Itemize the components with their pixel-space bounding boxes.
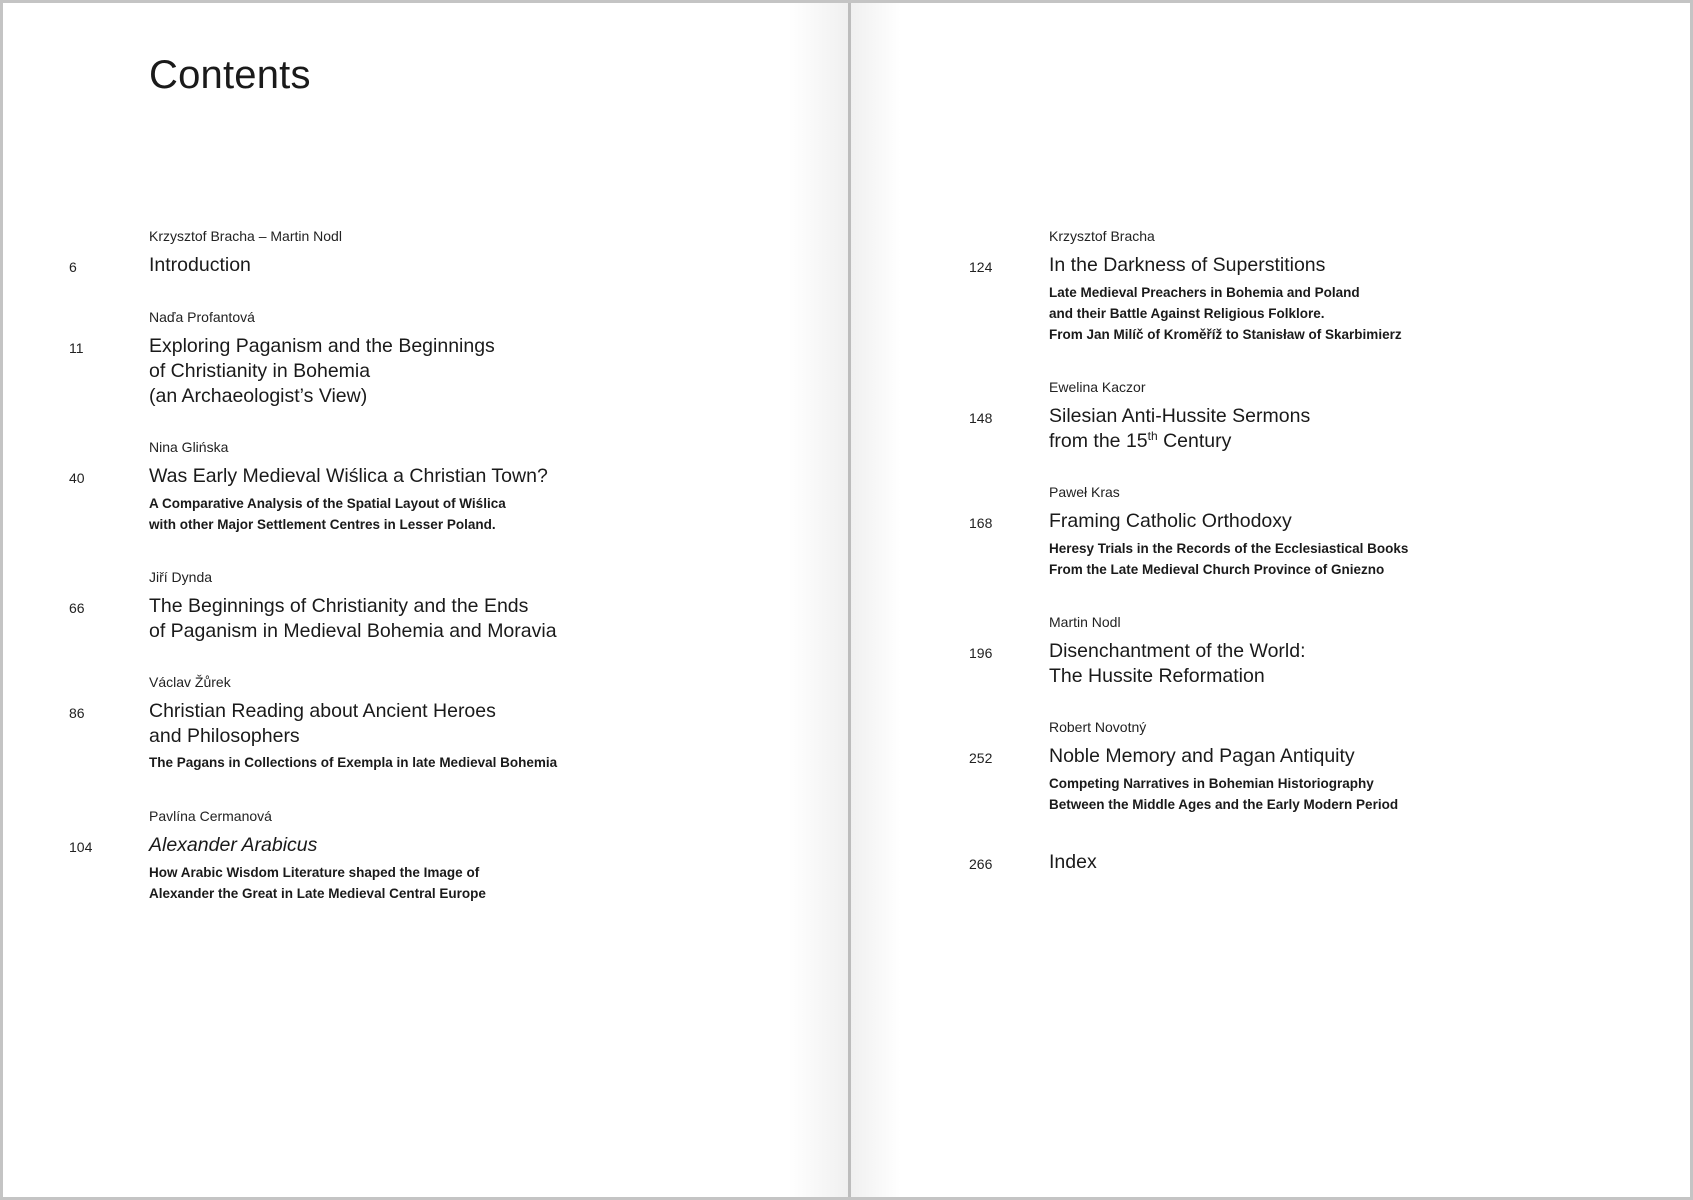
entry-author: Jiří Dynda	[149, 569, 213, 585]
entry-author: Krzysztof Bracha	[1049, 228, 1155, 244]
entry-author: Pavlína Cermanová	[149, 808, 272, 824]
entry-title[interactable]: Introduction	[149, 254, 251, 276]
entry-title[interactable]: Disenchantment of the World: The Hussite Reformation	[1049, 640, 1306, 687]
entry-page-number[interactable]: 168	[969, 515, 993, 531]
entry-page-number[interactable]: 11	[69, 340, 84, 356]
entry-author: Ewelina Kaczor	[1049, 379, 1146, 395]
entry-page-number[interactable]: 6	[69, 259, 77, 275]
entry-subtitle: The Pagans in Collections of Exempla in late Medieval Bohemia	[149, 755, 558, 770]
entry-author: Martin Nodl	[1049, 614, 1121, 630]
right-page	[3, 3, 1690, 1197]
entry-title[interactable]: The Beginnings of Christianity and the Ends of Paganism in Medieval Bohemia and Moravia	[149, 595, 557, 642]
entry-title[interactable]: Noble Memory and Pagan Antiquity	[1049, 745, 1355, 767]
entry-author: Robert Novotný	[1049, 719, 1147, 735]
entry-page-number[interactable]: 124	[969, 259, 993, 275]
entry-page-number[interactable]: 252	[969, 750, 993, 766]
entry-title[interactable]: Silesian Anti-Hussite Sermons from the 15th Century	[1049, 405, 1311, 452]
entry-subtitle: Late Medieval Preachers in Bohemia and Poland and their Battle Against Religious Folklore. From Jan Milíč of Kroměříž to Stanisław of Skarbimierz	[1049, 285, 1402, 342]
entry-title[interactable]: Was Early Medieval Wiślica a Christian Town?	[149, 465, 548, 487]
entry-title[interactable]: Framing Catholic Orthodoxy	[1049, 510, 1292, 532]
entry-author: Nina Glińska	[149, 439, 229, 455]
entry-title[interactable]: In the Darkness of Superstitions	[1049, 254, 1326, 276]
entry-subtitle: A Comparative Analysis of the Spatial Layout of Wiślica with other Major Settlement Centres in Lesser Poland.	[149, 496, 506, 532]
entry-page-number[interactable]: 266	[969, 856, 993, 872]
entry-page-number[interactable]: 148	[969, 410, 993, 426]
entry-page-number[interactable]: 40	[69, 470, 85, 486]
entry-page-number[interactable]: 196	[969, 645, 993, 661]
entry-page-number[interactable]: 104	[69, 839, 93, 855]
entry-subtitle: Heresy Trials in the Records of the Ecclesiastical Books From the Late Medieval Church Province of Gniezno	[1049, 541, 1409, 577]
entry-author: Naďa Profantová	[149, 309, 255, 325]
entry-title[interactable]: Christian Reading about Ancient Heroes and Philosophers	[149, 700, 496, 747]
entry-subtitle: How Arabic Wisdom Literature shaped the Image of Alexander the Great in Late Medieval Central Europe	[149, 865, 486, 901]
entry-page-number[interactable]: 86	[69, 705, 85, 721]
entry-author: Krzysztof Bracha – Martin Nodl	[149, 228, 342, 244]
entry-page-number[interactable]: 66	[69, 600, 85, 616]
entry-title[interactable]: Index	[1049, 851, 1097, 873]
entry-author: Paweł Kras	[1049, 484, 1120, 500]
entry-author: Václav Žůrek	[149, 674, 231, 690]
entry-subtitle: Competing Narratives in Bohemian Historiography Between the Middle Ages and the Early Modern Period	[1049, 776, 1399, 812]
entry-title[interactable]: Exploring Paganism and the Beginnings of Christianity in Bohemia (an Archaeologist’s View)	[149, 335, 495, 407]
page-title: Contents	[149, 53, 311, 97]
entry-title[interactable]: Alexander Arabicus	[149, 834, 318, 856]
